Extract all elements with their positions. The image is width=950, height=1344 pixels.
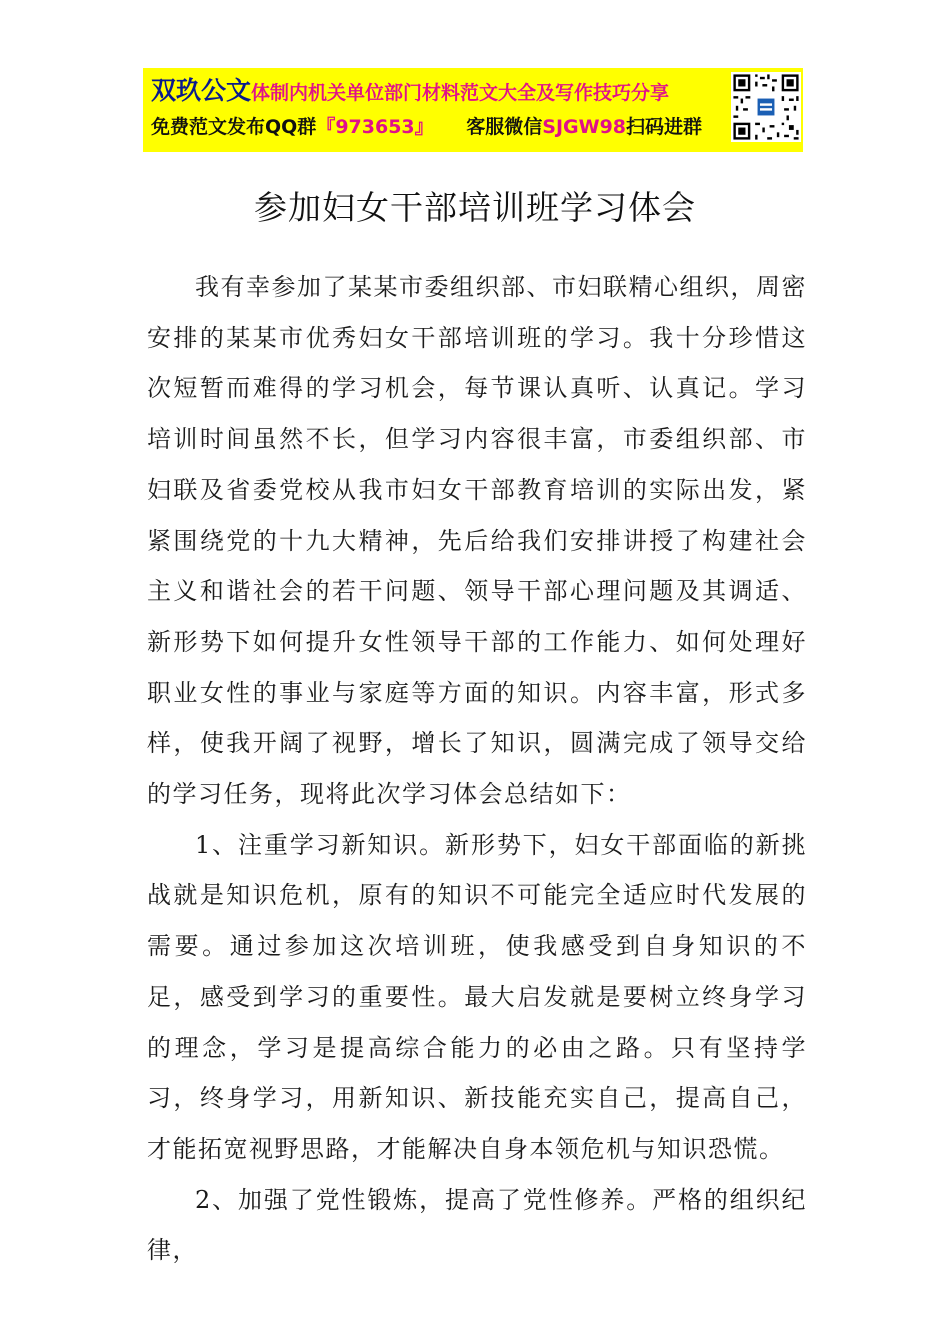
wechat-label: 客服微信 (466, 116, 543, 138)
banner-line-2 (151, 112, 702, 142)
header-banner (143, 68, 803, 152)
paragraph-point-1: 1、注重学习新知识。新形势下，妇女干部面临的新挑战就是知识危机，原有的知识不可能完全适应时代发展的需要。通过参加这次培训班，使我感受到自身知识的不足，感受到学习的重要性。最大启发就是要树立终身学习的理念，学习是提高综合能力的必由之路。只有坚持学习，终身学习，用新知识、新技能充实自己，提高自己，才能拓宽视野思路，才能解决自身本领危机与知识恐慌。 (147, 830, 807, 1163)
wechat-id: SJGW98 (542, 116, 627, 138)
qr-code-icon[interactable] (731, 72, 801, 142)
qq-group-number: 『973653』 (316, 116, 434, 138)
brand-name: 双玖公文 (151, 76, 252, 105)
paragraph-intro: 我有幸参加了某某市委组织部、市妇联精心组织，周密安排的某某市优秀妇女干部培训班的学习。我十分珍惜这次短暂而难得的学习机会，每节课认真听、认真记。学习培训时间虽然不长，但学习内容很丰富，市委组织部、市妇联及省委党校从我市妇女干部教育培训的实际出发，紧紧围绕党的十九大精神，先后给我们安排讲授了构建社会主义和谐社会的若干问题、领导干部心理问题及其调适、新形势下如何提升女性领导干部的工作能力、如何处理好职业女性的事业与家庭等方面的知识。内容丰富，形式多样，使我开阔了视野，增长了知识，圆满完成了领导交给的学习任务，现将此次学习体会总结如下： (147, 273, 807, 809)
document-body (147, 262, 807, 1276)
page-title: 参加妇女干部培训班学习体会 (254, 188, 696, 228)
banner-line-1 (151, 76, 669, 109)
paragraph-point-2: 2、加强了党性锻炼，提高了党性修养。严格的组织纪律， (147, 1185, 807, 1265)
banner-tagline: 体制内机关单位部门材料范文大全及写作技巧分享 (251, 82, 670, 104)
wechat-suffix: 扫码进群 (626, 116, 703, 138)
qq-group-label: 免费范文发布QQ群 (151, 116, 317, 138)
